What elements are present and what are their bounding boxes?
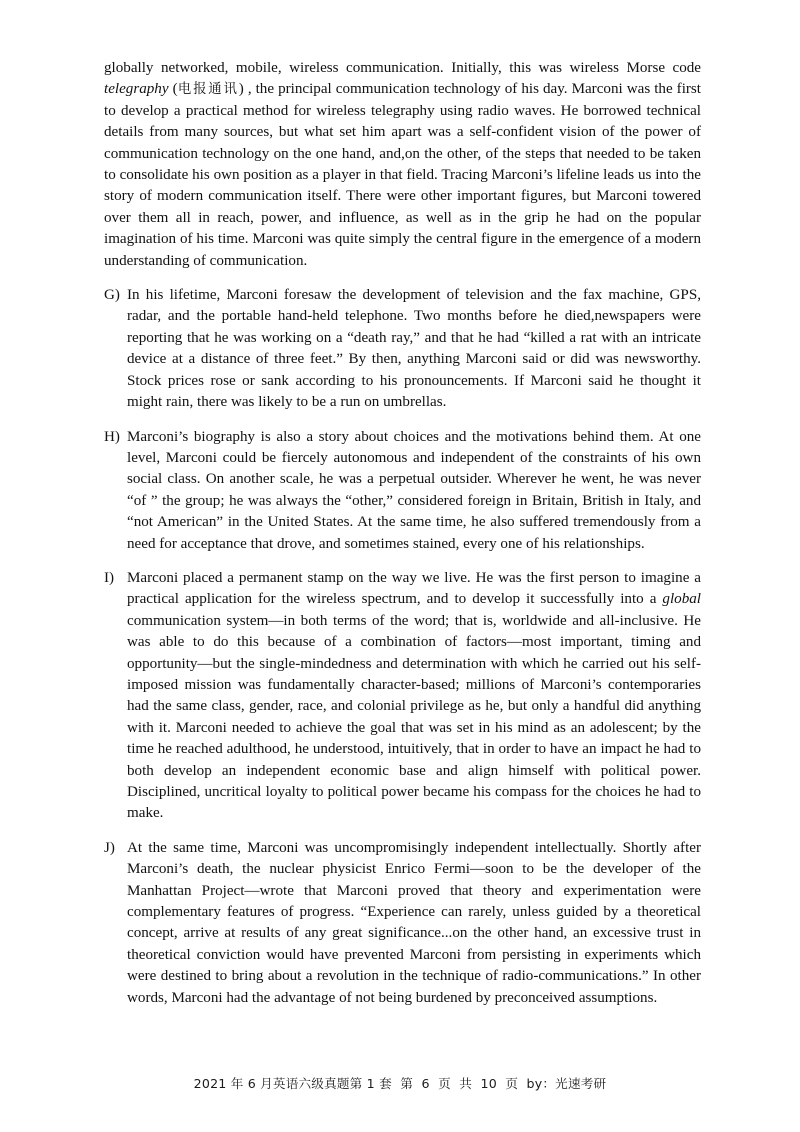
- paragraph-i: [104, 568, 701, 825]
- text-run: communication system—in both terms of the word; that is, worldwide and all-inclusive. He was able to do this because of a combination of factors—most important, timing and opportunity—but the single-mindedness and determination with which he carried out his self-imposed mission was fundamentally character-based; millions of Marconi’s contemporaries had the same class, gender, race, and colonial privilege as he, but only a handful did anything with it. Marconi needed to achieve the goal that was set in his mind as an adolescent; by the time he reached adulthood, he understood, intuitively, that in order to have an impact he had to both develop an independent economic base and align himself with political power. Disciplined, uncritical loyalty to political power became his compass for the choices he had to make.: [127, 612, 701, 822]
- paragraph-label: H): [104, 428, 120, 445]
- paragraph-h: [104, 427, 701, 555]
- text-run: globally networked, mobile, wireless communication. Initially, this was wireless Morse code: [104, 60, 701, 76]
- paragraph-body: [104, 58, 701, 272]
- paragraph-body: [127, 285, 701, 413]
- paragraph-continuation: [104, 58, 701, 272]
- paragraph-body: [127, 838, 701, 1009]
- text-run: Marconi’s biography is also a story about choices and the motivations behind them. At one level, Marconi could be fiercely autonomous and independent of the constraints of his own social class. On another scale, he was a perpetual outsider. Wherever he went, he was never “of ” the group; he was always the “other,” considered foreign in Britain, British in Italy, and “not American” in the United States. At the same time, he also suffered tremendously from a need for acceptance that drove, and sometimes stained, every one of his relationships.: [127, 428, 701, 552]
- page-footer: 2021 年 6 月英语六级真题第 1 套 第 6 页 共 10 页 by：光速考研: [193, 1076, 607, 1091]
- paragraph-label: I): [104, 569, 115, 586]
- emphasized-term: telegraphy: [104, 81, 169, 98]
- emphasized-term: global: [662, 591, 701, 608]
- paragraph-j: [104, 838, 701, 1009]
- text-run: ) , the principal communication technology of his day. Marconi was the first to develop a practical method for wireless telegraphy using radio waves. He borrowed technical details from many sources, but what set him apart was a self-confident vision of the power of communication technology on the one hand, and,on the other, of the steps that needed to be taken to consolidate his own position as a player in that field. Tracing Marconi’s lifeline leads us into the story of modern communication itself. There were other important figures, but Marconi towered over them all in reach, power, and influence, as well as in the grip he had on the popular imagination of his time. Marconi was quite simply the central figure in the emergence of a modern understanding of communication.: [104, 81, 701, 269]
- paragraph-g: [104, 285, 701, 413]
- text-run: At the same time, Marconi was uncompromisingly independent intellectually. Shortly after Marconi’s death, the nuclear physicist Enrico Fermi—soon to be the developer of the Manhattan Project—wrote that Marconi proved that theory and experimentation were complementary features of progress. “Experience can rarely, unless guided by a theoretical concept, arrive at results of any great significance...on the other hand, an excessive trust in theoretical conviction would have prevented Marconi from persisting in experiments which were destined to bring about a revolution in the technique of radio-communications.” In other words, Marconi had the advantage of not being burdened by preconceived assumptions.: [127, 839, 701, 1006]
- paragraph-label: J): [104, 839, 115, 856]
- text-run: In his lifetime, Marconi foresaw the development of television and the fax machine, GPS, radar, and the portable hand-held telephone. Two months before he died,newspapers were reporting that he was working on a “death ray,” and that he had “killed a rat with an intricate device at a distance of three feet.” By then, anything Marconi said or did was newsworthy. Stock prices rose or sank according to his pronouncements. If Marconi said he thought it might rain, there was likely to be a run on umbrellas.: [127, 287, 701, 411]
- text-run: (: [168, 81, 178, 98]
- passage-content: [104, 58, 701, 1009]
- text-run: Marconi placed a permanent stamp on the way we live. He was the first person to imagine a practical application for the wireless spectrum, and to develop it successfully into a: [127, 569, 701, 608]
- paragraph-body: [127, 568, 701, 825]
- chinese-gloss: 电报通讯: [177, 82, 239, 98]
- paragraph-label: G): [104, 287, 120, 304]
- paragraph-body: [127, 427, 701, 555]
